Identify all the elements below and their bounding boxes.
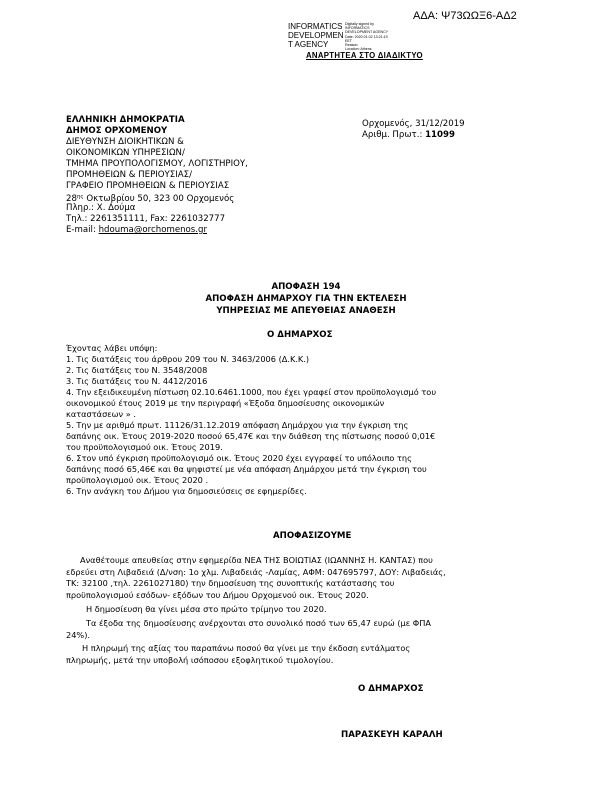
decision-line: Αναθέτουμε απευθείας στην εφημερίδα ΝΕΑ ΤΗΣ ΒΟΙΩΤΙΑΣ (ΙΩΑΝΝΗΣ Η. ΚΑΝΤΑΣ) που <box>80 555 433 565</box>
org-municipality: ΔΗΜΟΣ ΟΡΧΟΜΕΝΟΥ <box>66 126 168 136</box>
decision-paragraph-1 <box>66 555 546 601</box>
dept-line: ΟΙΚΟΝΟΜΙΚΩΝ ΥΠΗΡΕΣΙΩΝ/ <box>66 148 185 158</box>
stamp-word: T AGENCY <box>288 40 329 49</box>
decision-line: ΤΚ: 32100 ,τηλ. 2261027180) την δημοσίευση της συνοπτικής κατάστασης του <box>66 578 395 588</box>
posted-online-label: ΑΝΑΡΤΗΤΕΑ ΣΤΟ ΔΙΑΔΙΚΤΥΟ <box>306 51 423 60</box>
stamp-detail: Reason: <box>345 43 359 48</box>
consideration-line: 1. Τις διατάξεις του άρθρου 209 του Ν. 3463/2006 (Δ.Κ.Κ.) <box>66 354 310 364</box>
considerations-list <box>66 343 436 497</box>
consideration-line: 6. Στον υπό έγκριση προϋπολογισμό οικ. Έτους 2020 έχει εγγραφεί το υπόλοιπο της <box>66 453 412 463</box>
mayor-heading: Ο ΔΗΜΑΡΧΟΣ <box>267 330 333 340</box>
consideration-line: του προϋπολογισμού οικ. Έτους 2019. <box>66 442 223 452</box>
decision-subject-2: ΥΠΗΡΕΣΙΑΣ ΜΕ ΑΠΕΥΘΕΙΑΣ ΑΝΑΘΕΣΗ <box>216 306 396 316</box>
stamp-detail: Location: Athens <box>345 47 372 52</box>
consideration-line: 2. Τις διατάξεις του Ν. 3548/2008 <box>66 365 208 375</box>
phones: Τηλ.: 2261351111, Fax: 2261032777 <box>66 214 226 224</box>
decision-line: Τα έξοδα της δημοσίευσης ανέρχονται στο συνολικό ποσό των 65,47 ευρώ (με ΦΠΑ <box>86 618 431 628</box>
consideration-line: 5. Την με αριθμό πρωτ. 11126/31.12.2019 απόφαση Δημάρχου για την έγκριση της <box>66 420 409 430</box>
address: $28^{\eta\varsigma}$ Οκτωβρίου 50, 323 00 Ορχομενός <box>66 194 235 204</box>
decision-subject-1: ΑΠΟΦΑΣΗ ΔΗΜΑΡΧΟΥ ΓΙΑ ΤΗΝ ΕΚΤΕΛΕΣΗ <box>205 294 407 304</box>
signature-name: ΠΑΡΑΣΚΕΥΗ ΚΑΡΑΛΗ <box>341 730 443 740</box>
consideration-line: 4. Την εξειδικευμένη πίστωση 02.10.6461.1000, που έχει γραφεί στον προϋπολογισμό του <box>66 387 437 397</box>
decision-line: εδρεύει στη Λιβαδειά (Δ/νση: 1ο χλμ. Λιβαδειάς -Λαμίας, ΑΦΜ: 047695797, ΔΟΥ: Λιβαδειάς, <box>66 566 446 577</box>
stamp-detail: EET <box>345 38 352 43</box>
stamp-detail: INFORMATICS <box>345 26 370 31</box>
consideration-line: δαπάνης οικ. Έτους 2019-2020 ποσού 65,47€ και την διάθεση της πίστωσης ποσού 0,01€ <box>66 431 436 441</box>
decision-paragraph-2: Η δημοσίευση θα γίνει μέσα στο πρώτο τρίμηνο του 2020. <box>86 604 327 614</box>
consideration-line: προϋπολογισμού οικ. Έτους 2020 . <box>66 475 209 485</box>
decide-heading: ΑΠΟΦΑΣΙΖΟΥΜΕ <box>273 531 352 541</box>
consideration-line: καταστάσεων » . <box>66 409 136 419</box>
consideration-line: 3. Τις διατάξεις του Ν. 4412/2016 <box>66 376 208 386</box>
email-link[interactable]: hdouma@orchomenos.gr <box>98 225 208 235</box>
stamp-detail: Digitally signed by <box>345 22 374 26</box>
ada-code: ΑΔΑ: Ψ73ΩΩΞ6-ΑΔ2 <box>413 10 517 22</box>
dept-line: ΓΡΑΦΕΙΟ ΠΡΟΜΗΘΕΙΩΝ & ΠΕΡΙΟΥΣΙΑΣ <box>66 181 230 191</box>
dept-line: ΤΜΗΜΑ ΠΡΟΥΠΟΛΟΓΙΣΜΟΥ, ΛΟΓΙΣΤΗΡΙΟΥ, <box>66 159 248 169</box>
issuer-block <box>66 115 248 236</box>
stamp-detail: Date: 2020.01.02 13:21:19 <box>345 34 388 39</box>
protocol-line: Αριθμ. Πρωτ.: 11099 <box>362 130 455 140</box>
decision-title <box>0 281 612 317</box>
dept-line: ΔΙΕΥΘΥΝΣΗ ΔΙΟΙΚΗΤΙΚΩΝ & <box>66 137 184 147</box>
date-line: Ορχομενός, 31/12/2019 <box>362 119 465 129</box>
stamp-word: INFORMATICS <box>288 22 343 31</box>
org-republic: ΕΛΛΗΝΙΚΗ ΔΗΜΟΚΡΑΤΙΑ <box>66 115 185 125</box>
considerations-intro: Έχοντας λάβει υπόψη: <box>66 343 158 353</box>
decision-paragraph-4 <box>66 643 410 666</box>
decision-line: πληρωμής, μετά την υποβολή ισόποσου εξοφλητικού τιμολογίου. <box>66 654 334 665</box>
decision-line: Η πληρωμή της αξίας του παραπάνω ποσού θα γίνει με την έκδοση εντάλματος <box>82 643 411 653</box>
signature-stamp-label <box>288 22 344 49</box>
consideration-line: 6. Την ανάγκη του Δήμου για δημοσιεύσεις σε εφημερίδες. <box>66 486 307 496</box>
email-line: E-mail: hdouma@orchomenos.gr <box>66 225 208 235</box>
decision-line: προϋπολογισμού εσόδων- εξόδων του Δήμου Ορχομενού οικ. Έτους 2020. <box>66 589 369 600</box>
stamp-word: DEVELOPMEN <box>288 31 344 40</box>
signature-role: Ο ΔΗΜΑΡΧΟΣ <box>358 684 424 694</box>
consideration-line: δαπάνης ποσό 65,46€ και θα ψηφιστεί με νέα απόφαση Δημάρχου μετά την έγκριση του <box>66 464 427 474</box>
date-protocol-block <box>362 119 465 141</box>
decision-paragraph-3 <box>66 618 431 641</box>
dept-line: ΠΡΟΜΗΘΕΙΩΝ & ΠΕΡΙΟΥΣΙΑΣ/ <box>66 170 192 180</box>
decision-line: 24%). <box>66 629 90 640</box>
signature-stamp-details <box>345 22 388 51</box>
stamp-detail: DEVELOPMENT AGENCY <box>345 30 389 35</box>
decision-number: ΑΠΟΦΑΣΗ 194 <box>271 282 341 292</box>
contact-person: Πληρ.: Χ. Δούμα <box>66 203 136 213</box>
consideration-line: οικονομικού έτους 2019 με την περιγραφή «Έξοδα δημοσίευσης οικονομικών <box>66 398 385 408</box>
